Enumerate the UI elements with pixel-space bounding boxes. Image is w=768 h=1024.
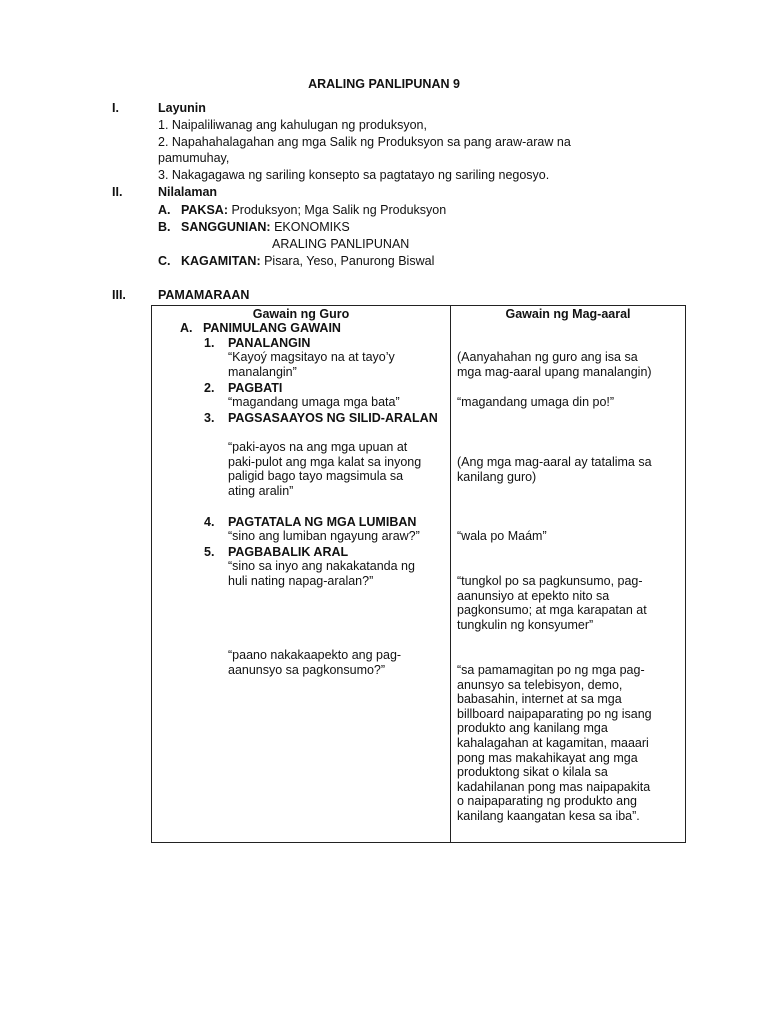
guro-panalangin-text xyxy=(228,350,395,379)
mag-aaral-silid-text xyxy=(457,455,652,484)
objective-item: 1. Naipaliliwanag ang kahulugan ng produksyon, xyxy=(158,118,427,132)
paksa-label: PAKSA: xyxy=(181,203,228,217)
text-line: aanunsiyo at epekto nito sa xyxy=(457,588,610,603)
kagamitan-value: Pisara, Yeso, Panurong Biswal xyxy=(260,254,435,268)
section-2-numeral: II. xyxy=(112,185,123,199)
text-line: babasahin, internet at sa mga xyxy=(457,692,622,707)
table-row xyxy=(152,306,686,843)
text-line: ating aralin” xyxy=(228,483,294,498)
content-kagamitan xyxy=(181,253,434,269)
text-line: pagkonsumo; at mga karapatan at xyxy=(457,603,647,618)
procedure-table xyxy=(151,305,686,843)
text-line: (Aanyahahan ng guro ang isa sa xyxy=(457,350,638,364)
mag-aaral-column xyxy=(451,306,686,843)
col-header-guro: Gawain ng Guro xyxy=(252,307,350,321)
objective-item: pamumuhay, xyxy=(158,151,230,166)
document-title: ARALING PANLIPUNAN 9 xyxy=(308,77,460,91)
text-line: “sino ang lumiban ngayung araw?” xyxy=(228,529,420,543)
text-line: kanilang guro) xyxy=(457,469,537,484)
mag-aaral-balik-aral-text-2 xyxy=(457,663,652,824)
step-number: 2. xyxy=(204,381,215,395)
mag-aaral-lumiban-text xyxy=(457,529,547,544)
section-2-heading: Nilalaman xyxy=(158,185,218,199)
text-line: kadahilanan pong mas naipapakita xyxy=(457,779,651,794)
objective-item: 2. Napahahalagahan ang mga Salik ng Produksyon sa pang araw-araw na xyxy=(158,134,571,149)
text-line: “magandang umaga mga bata” xyxy=(228,395,400,409)
mag-aaral-panalangin-text xyxy=(457,350,652,379)
part-a-heading: PANIMULANG GAWAIN xyxy=(203,321,341,335)
sanggunian-value-2: ARALING PANLIPUNAN xyxy=(272,237,410,251)
guro-column xyxy=(152,306,451,843)
step-label-pagbati: PAGBATI xyxy=(228,381,283,395)
col-header-mag-aaral: Gawain ng Mag-aaral xyxy=(505,307,631,321)
text-line: “Kayoý magsitayo na at tayo’y xyxy=(228,350,395,364)
objectives-list xyxy=(158,117,571,183)
text-line: kanilang kaangatan kesa sa iba”. xyxy=(457,808,640,823)
step-number: 4. xyxy=(204,515,215,529)
sanggunian-label: SANGGUNIAN: xyxy=(181,220,271,234)
text-line: produktong sikat o kilala sa xyxy=(457,765,608,780)
section-1-heading: Layunin xyxy=(158,101,206,115)
text-line: “magandang umaga din po!” xyxy=(457,395,615,409)
text-line: “sino sa inyo ang nakakatanda ng xyxy=(228,559,415,573)
guro-balik-aral-text-1 xyxy=(228,559,415,588)
section-3-heading: PAMAMARAAN xyxy=(158,288,250,302)
step-label-panalangin: PANALANGIN xyxy=(228,336,311,350)
text-line: produkto ang kanilang mga xyxy=(457,721,608,736)
step-label-silid-aralan: PAGSASAAYOS NG SILID-ARALAN xyxy=(228,411,438,425)
text-line: manalangin” xyxy=(228,364,297,379)
text-line: “paano nakakaapekto ang pag- xyxy=(228,648,402,662)
content-letter-c: C. xyxy=(158,254,171,268)
content-paksa xyxy=(181,202,446,218)
mag-aaral-pagbati-text xyxy=(457,395,614,410)
text-line: o naipaparating ng produkto ang xyxy=(457,794,638,809)
content-letter-b: B. xyxy=(158,220,171,234)
text-line: aanunsyo sa pagkonsumo?” xyxy=(228,662,386,677)
section-3-numeral: III. xyxy=(112,288,126,302)
content-letter-a: A. xyxy=(158,203,171,217)
text-line: tungkulin ng konsyumer” xyxy=(457,617,594,632)
text-line: kahalagahan at kagamitan, maaari xyxy=(457,735,649,750)
text-line: “wala po Maám” xyxy=(457,529,547,543)
section-1-numeral: I. xyxy=(112,101,119,115)
text-line: huli nating napag-aralan?” xyxy=(228,573,374,588)
text-line: “tungkol po sa pagkunsumo, pag- xyxy=(457,574,643,588)
text-line: “paki-ayos na ang mga upuan at xyxy=(228,440,408,454)
objective-item: 3. Nakagagawa ng sariling konsepto sa pagtatayo ng sariling negosyo. xyxy=(158,167,550,182)
part-a-letter: A. xyxy=(180,321,193,335)
text-line: pong mas makahikayat ang mga xyxy=(457,750,638,765)
text-line: billboard naipaparating po ng isang xyxy=(457,706,652,721)
guro-pagbati-text xyxy=(228,395,400,410)
sanggunian-value: EKONOMIKS xyxy=(270,220,350,234)
guro-silid-text xyxy=(228,440,421,498)
text-line: paligid bago tayo magsimula sa xyxy=(228,469,404,484)
text-line: paki-pulot ang mga kalat sa inyong xyxy=(228,454,422,469)
mag-aaral-balik-aral-text-1 xyxy=(457,574,647,632)
text-line: “sa pamamagitan po ng mga pag- xyxy=(457,663,645,677)
step-label-lumiban: PAGTATALA NG MGA LUMIBAN xyxy=(228,515,417,529)
step-number: 5. xyxy=(204,545,215,559)
step-number: 1. xyxy=(204,336,215,350)
guro-lumiban-text xyxy=(228,529,420,544)
kagamitan-label: KAGAMITAN: xyxy=(181,254,261,268)
guro-balik-aral-text-2 xyxy=(228,648,401,677)
text-line: (Ang mga mag-aaral ay tatalima sa xyxy=(457,455,652,469)
paksa-value: Produksyon; Mga Salik ng Produksyon xyxy=(228,203,447,217)
step-label-balik-aral: PAGBABALIK ARAL xyxy=(228,545,349,559)
content-sanggunian xyxy=(181,219,350,235)
text-line: mga mag-aaral upang manalangin) xyxy=(457,364,652,379)
step-number: 3. xyxy=(204,411,215,425)
text-line: anunsyo sa telebisyon, demo, xyxy=(457,677,623,692)
